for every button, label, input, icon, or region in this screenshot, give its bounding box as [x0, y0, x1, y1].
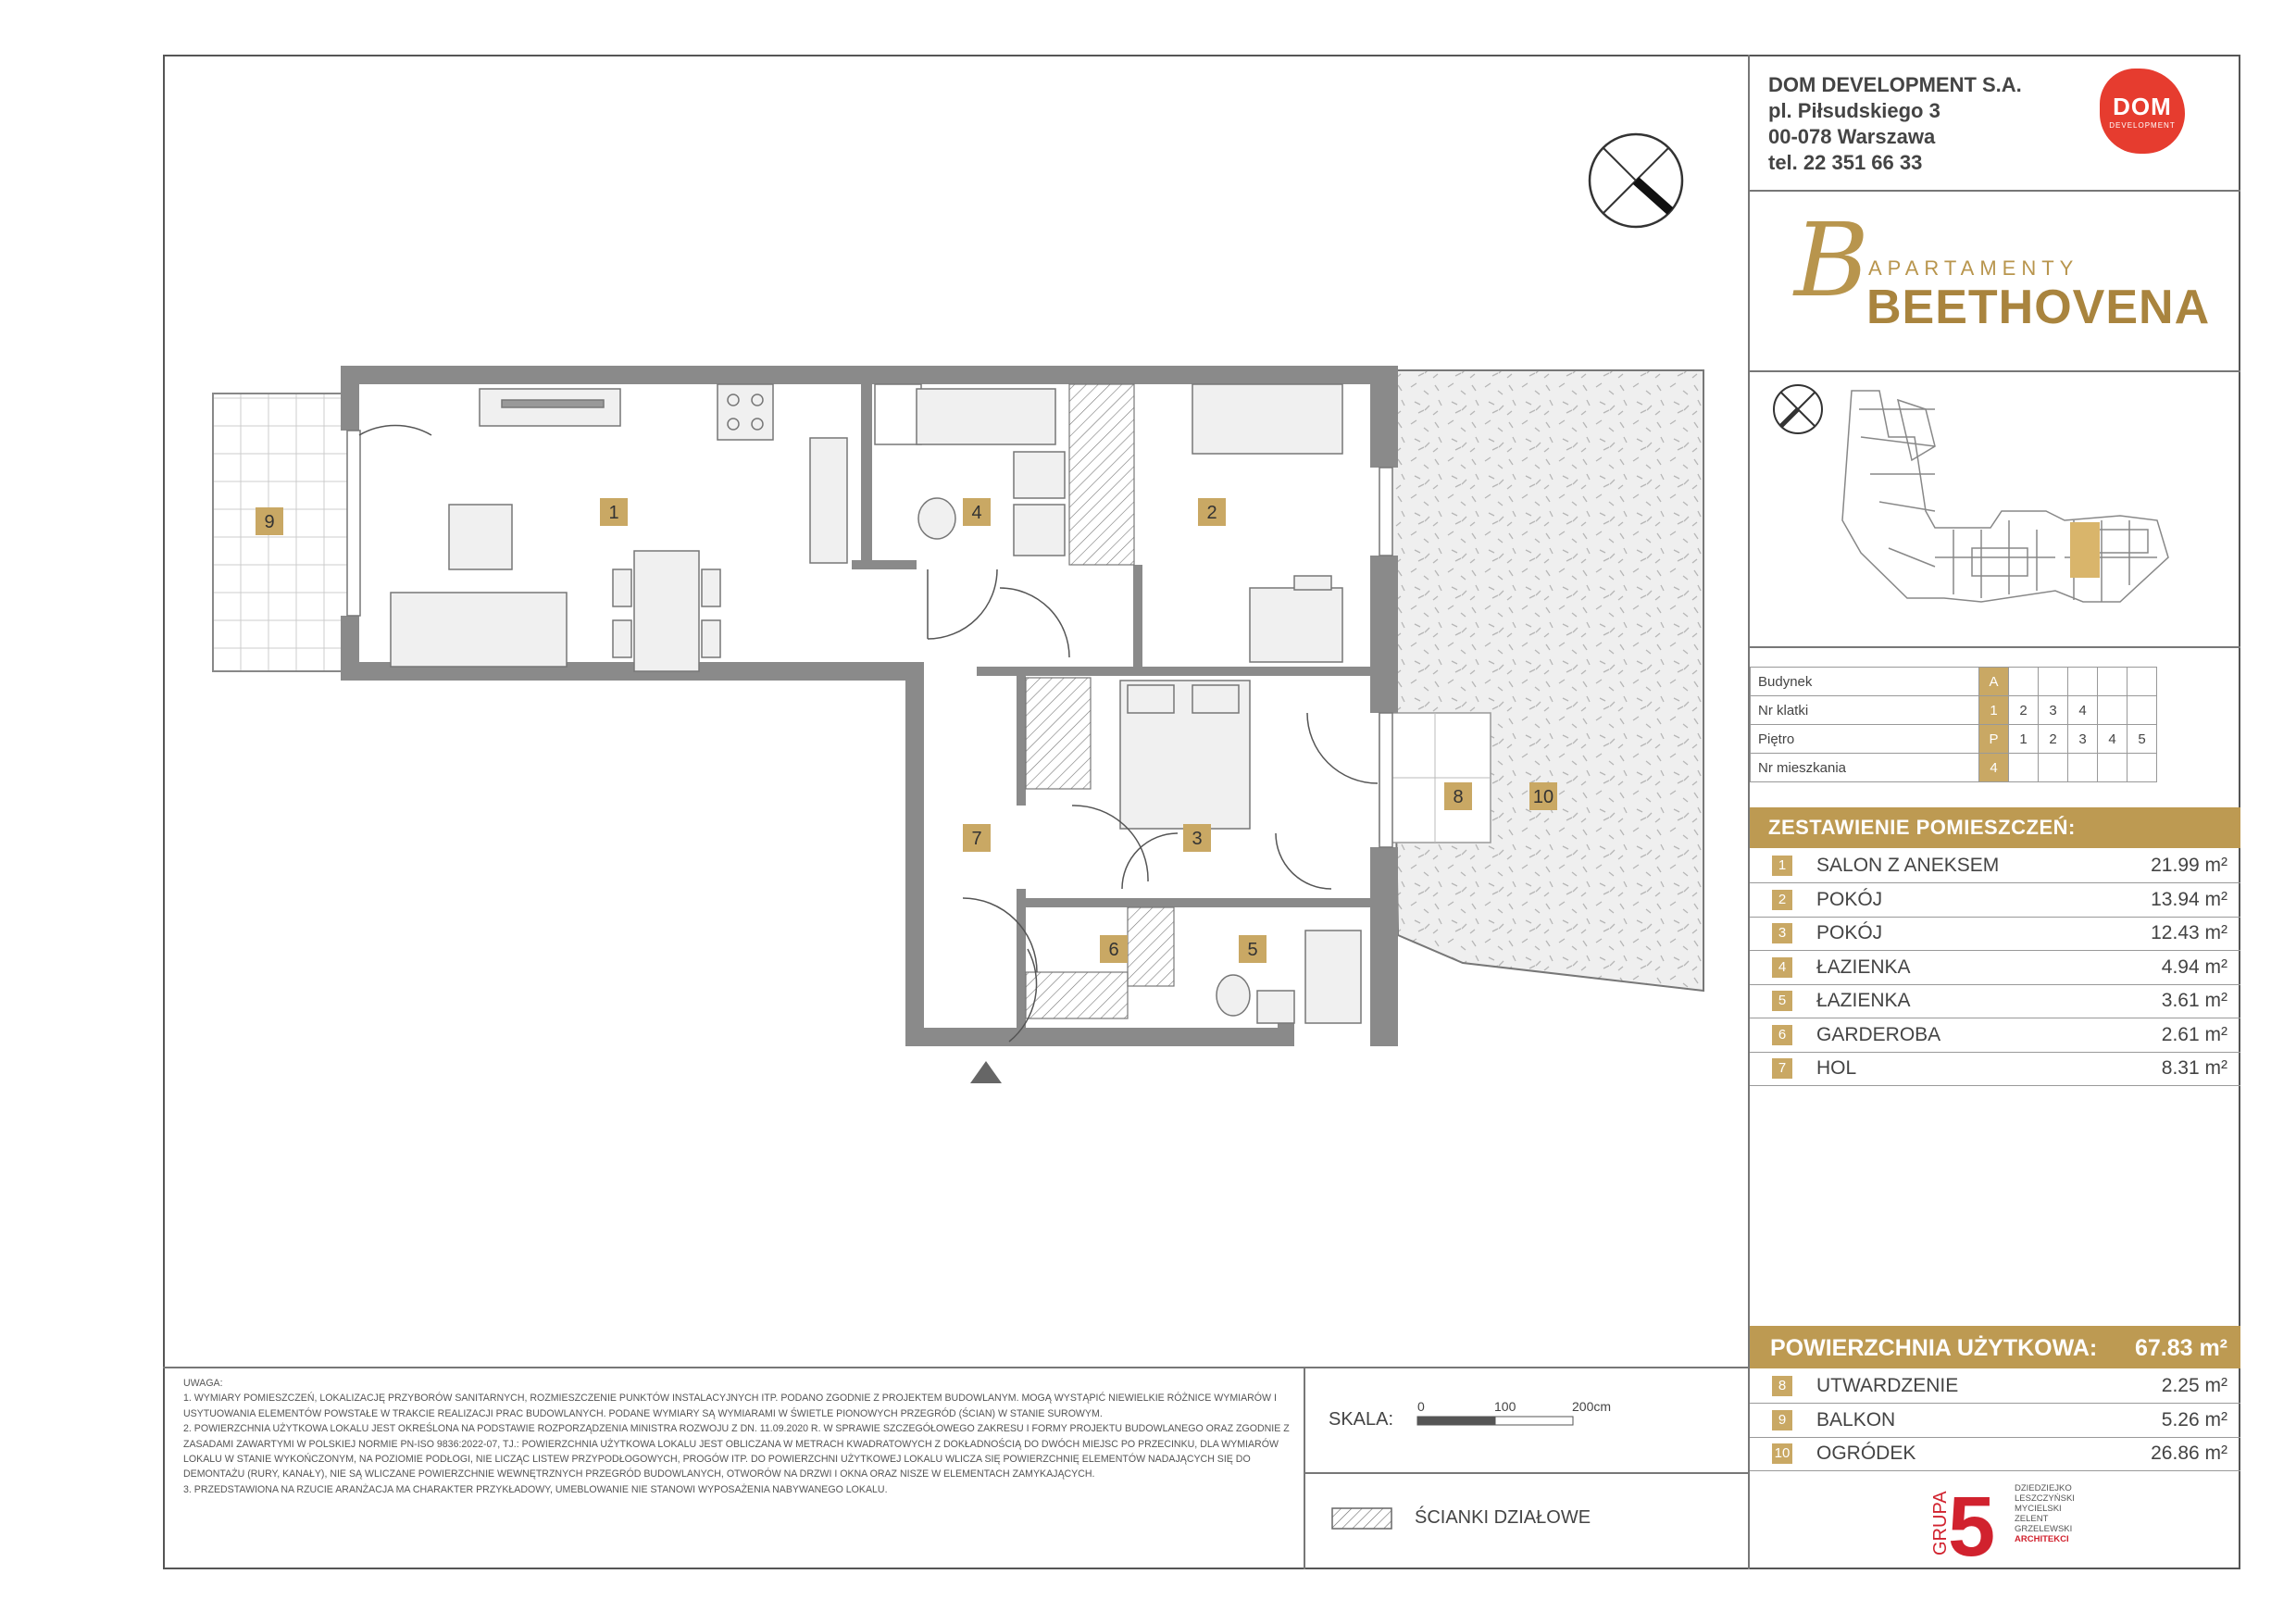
- panel-line: [163, 1367, 1748, 1368]
- room-tag-label: 1: [608, 503, 619, 523]
- room-name: ŁAZIENKA: [1816, 956, 1911, 978]
- room-area: 2.25 m²: [2161, 1375, 2227, 1396]
- info-cell: [2009, 668, 2039, 696]
- room-row: [1750, 951, 2240, 985]
- room-name: UTWARDZENIE: [1816, 1375, 1959, 1396]
- info-cell: A: [1979, 668, 2009, 696]
- rooms-header: ZESTAWIENIE POMIESZCZEŃ:: [1750, 807, 2240, 848]
- project-monogram: B: [1794, 201, 1869, 319]
- room-tag-label: 10: [1532, 787, 1554, 807]
- room-number: 5: [1772, 991, 1792, 1011]
- room-name: BALKON: [1816, 1408, 1896, 1430]
- room-name: GARDEROBA: [1816, 1023, 1941, 1045]
- room-name: HOL: [1816, 1057, 1857, 1079]
- room-name: SALON Z ANEKSEM: [1816, 855, 2000, 876]
- architect-name: MYCIELSKI: [2015, 1504, 2062, 1514]
- company-address: [1768, 72, 2022, 176]
- info-cell: 3: [2039, 696, 2068, 725]
- info-cell: 4: [2068, 696, 2098, 725]
- room-tag: [256, 507, 283, 535]
- north-arrow-icon: [1585, 130, 1687, 231]
- info-row-label: Nr mieszkania: [1751, 754, 1979, 782]
- room-tag: [1198, 498, 1226, 526]
- panel-line: [1748, 646, 2240, 648]
- info-row-label: Budynek: [1751, 668, 1979, 696]
- info-row: [1751, 696, 2157, 725]
- room-name: POKÓJ: [1816, 888, 1883, 910]
- dom-logo-text: DOM: [2113, 93, 2172, 120]
- room-tag-label: 9: [264, 512, 275, 532]
- room-tag: [1444, 782, 1472, 810]
- room-row: [1750, 849, 2240, 883]
- room-number: 1: [1772, 856, 1792, 876]
- room-area: 12.43 m²: [2151, 922, 2227, 943]
- scale-tick-100: 100: [1494, 1399, 1516, 1414]
- company-phone: tel. 22 351 66 33: [1768, 151, 1923, 174]
- notes: [183, 1376, 1291, 1497]
- room-row: [1750, 1052, 2240, 1086]
- room-number: 4: [1772, 957, 1792, 978]
- room-tag-label: 6: [1108, 940, 1119, 960]
- room-number: 9: [1772, 1410, 1792, 1430]
- note-item: 1. WYMIARY POMIESZCZEŃ, LOKALIZACJĘ PRZYBORÓW SANITARNYCH, ROZMIESZCZENIE PUNKTÓW INSTALACYJNYCH ITP. PODANO ZGODNIE Z PROJEKTEM BUDOWLANYM. MOGĄ WYSTĄPIĆ NIEWIELKIE RÓŻNICE WYMIARÓW I USYTUOWANIA ELEMENTÓW POWSTAŁE W TRAKCIE REALIZACJI PRAC BUDOWLANYCH. PODANE WYMIARY SĄ WYMIARAMI W ŚWIETLE PIONOWYCH PRZEGRÓD (ŚCIAN) W STANIE SUROWYM.: [183, 1393, 1277, 1419]
- room-area: 8.31 m²: [2161, 1057, 2227, 1079]
- info-row: [1751, 668, 2157, 696]
- scale-tick-200: 200cm: [1572, 1399, 1612, 1414]
- company-city: 00-078 Warszawa: [1768, 125, 1936, 148]
- apartment-info-table: [1750, 667, 2157, 782]
- info-row-label: Nr klatki: [1751, 696, 1979, 725]
- furniture: [391, 384, 1361, 1023]
- info-cell: [2039, 668, 2068, 696]
- panel-line: [1748, 190, 2240, 192]
- info-row: [1751, 754, 2157, 782]
- architect-name: ZELENT: [2015, 1514, 2049, 1524]
- room-row: [1750, 1437, 2240, 1471]
- project-name-line2: BEETHOVENA: [1866, 281, 2211, 334]
- scale-label: SKALA:: [1329, 1409, 1394, 1430]
- scale-tick-0: 0: [1417, 1399, 1425, 1414]
- architect-logo: [1924, 1481, 2075, 1565]
- info-cell: 1: [1979, 696, 2009, 725]
- room-number: 7: [1772, 1058, 1792, 1079]
- room-row: [1750, 883, 2240, 918]
- apartment-location-marker: [2070, 522, 2100, 578]
- room-tag-label: 3: [1192, 829, 1203, 849]
- info-cell: 2: [2009, 696, 2039, 725]
- panel-line: [1304, 1472, 1748, 1474]
- compass-icon: [1774, 385, 1822, 433]
- legend-label: ŚCIANKI DZIAŁOWE: [1415, 1507, 1591, 1528]
- room-area: 3.61 m²: [2161, 990, 2227, 1011]
- total-area: [1750, 1326, 2240, 1368]
- room-area: 13.94 m²: [2151, 888, 2227, 910]
- dom-logo: [2100, 69, 2185, 154]
- room-row: [1750, 984, 2240, 1018]
- panel-line: [1304, 1367, 1305, 1569]
- partition-wall-legend-icon: [1331, 1507, 1394, 1531]
- architect-name: LESZCZYŃSKI: [2015, 1493, 2075, 1504]
- info-cell: [2128, 668, 2157, 696]
- room-tag: [963, 498, 991, 526]
- architect-name: DZIEDZIEJKO: [2015, 1483, 2072, 1493]
- room-number: 8: [1772, 1376, 1792, 1396]
- room-tag: [1100, 935, 1128, 963]
- room-name: OGRÓDEK: [1816, 1443, 1916, 1464]
- room-row: [1750, 917, 2240, 951]
- room-name: ŁAZIENKA: [1816, 990, 1911, 1011]
- room-tag: [1529, 782, 1557, 810]
- room-tag: [963, 824, 991, 852]
- info-cell: [2098, 668, 2128, 696]
- room-area: 2.61 m²: [2161, 1023, 2227, 1045]
- architect-brand: GRUPA: [1930, 1491, 1951, 1555]
- room-tag: [1183, 824, 1211, 852]
- info-cell: [2098, 696, 2128, 725]
- room-number: 10: [1772, 1443, 1792, 1464]
- note-item: 2. POWIERZCHNIA UŻYTKOWA LOKALU JEST OKREŚLONA NA PODSTAWIE ROZPORZĄDZENIA MINISTRA ROZWOJU Z DN. 11.09.2020 R. W SPRAWIE SZCZEGÓŁOWEGO ZAKRESU I FORMY PROJEKTU BUDOWLANEGO ORAZ ZGODNIE Z ZASADAMI ZAWARTYMI W POLSKIEJ NORMIE PN-ISO 9836:2022-07, TJ.: POWIERZCHNIA UŻYTKOWA LOKALU JEST OBLICZANA W METRACH KWADRATOWYCH Z DOKŁADNOŚCIĄ DO DWÓCH MIEJSC PO PRZECINKU, DLA WYMIARÓW LOKALU W STANIE WYKOŃCZONYM, NA POZIOMIE PODŁOGI, NIE LICZĄC LISTEW PRZYPODŁOGOWYCH, PROGÓW ITP. DO POWIERZCHNI UŻYTKOWEJ LOKALU WLICZA SIĘ POWIERZCHNIĘ ELEMENTÓW NADAJĄCYCH SIĘ DO DEMONTAŻU (RURY, KANAŁY), NIE SĄ WLICZANE POWIERZCHNIE WEWNĘTRZNYCH PRZEGRÓD BUDOWLANYCH, OTWORÓW NA DRZWI I OKNA ORAZ NISZE W ELEMENTACH ZAMYKAJĄCYCH.: [183, 1423, 1290, 1480]
- total-area-value: 67.83 m²: [2134, 1335, 2227, 1361]
- architect-name: GRZELEWSKI: [2015, 1524, 2073, 1534]
- dom-logo-sub: DEVELOPMENT: [2109, 121, 2176, 130]
- room-tag-label: 7: [971, 829, 982, 849]
- scale-bar: [1416, 1416, 1583, 1427]
- architect-names: [2015, 1483, 2075, 1544]
- info-cell: 3: [2068, 725, 2098, 754]
- room-row: [1750, 1369, 2240, 1404]
- info-row: [1751, 725, 2157, 754]
- room-number: 6: [1772, 1025, 1792, 1045]
- notes-heading: UWAGA:: [183, 1378, 223, 1389]
- architect-role: ARCHITEKCI: [2015, 1534, 2069, 1544]
- note-item: 3. PRZEDSTAWIONA NA RZUCIE ARANŻACJA MA CHARAKTER PRZYKŁADOWY, UMEBLOWANIE NIE STANOWI WYPOSAŻENIA NABYWANEGO LOKALU.: [183, 1483, 888, 1495]
- info-cell: [2098, 754, 2128, 782]
- floor-plan: [185, 343, 1741, 1102]
- info-cell: [2039, 754, 2068, 782]
- info-cell: [2068, 754, 2098, 782]
- info-cell: 5: [2128, 725, 2157, 754]
- room-area: 21.99 m²: [2151, 855, 2227, 876]
- room-row: [1750, 1404, 2240, 1438]
- key-plan: [1750, 372, 2240, 646]
- info-cell: [2068, 668, 2098, 696]
- info-cell: 2: [2039, 725, 2068, 754]
- info-cell: 4: [2098, 725, 2128, 754]
- entrance-marker-icon: [970, 1061, 1002, 1083]
- room-row: [1750, 1018, 2240, 1053]
- garden-area: [1389, 370, 1703, 991]
- room-tag-label: 2: [1206, 503, 1217, 523]
- room-tag-label: 5: [1247, 940, 1258, 960]
- building-outline: [1842, 391, 2168, 602]
- project-name-line1: APARTAMENTY: [1868, 256, 2079, 280]
- room-tag: [1239, 935, 1267, 963]
- room-area: 5.26 m²: [2161, 1408, 2227, 1430]
- room-number: 2: [1772, 890, 1792, 910]
- room-tag: [600, 498, 628, 526]
- info-cell: 1: [2009, 725, 2039, 754]
- room-area: 4.94 m²: [2161, 956, 2227, 978]
- room-number: 3: [1772, 923, 1792, 943]
- room-tag-label: 4: [971, 503, 982, 523]
- info-cell: P: [1979, 725, 2009, 754]
- info-cell: [2128, 754, 2157, 782]
- info-cell: [2009, 754, 2039, 782]
- room-name: POKÓJ: [1816, 922, 1883, 943]
- company-name: DOM DEVELOPMENT S.A.: [1768, 73, 2022, 96]
- info-cell: [2128, 696, 2157, 725]
- company-street: pl. Piłsudskiego 3: [1768, 99, 1940, 122]
- total-area-label: POWIERZCHNIA UŻYTKOWA:: [1770, 1335, 2098, 1361]
- room-area: 26.86 m²: [2151, 1443, 2227, 1464]
- architect-number: 5: [1948, 1481, 1996, 1560]
- room-tag-label: 8: [1453, 787, 1464, 807]
- info-cell: 4: [1979, 754, 2009, 782]
- info-row-label: Piętro: [1751, 725, 1979, 754]
